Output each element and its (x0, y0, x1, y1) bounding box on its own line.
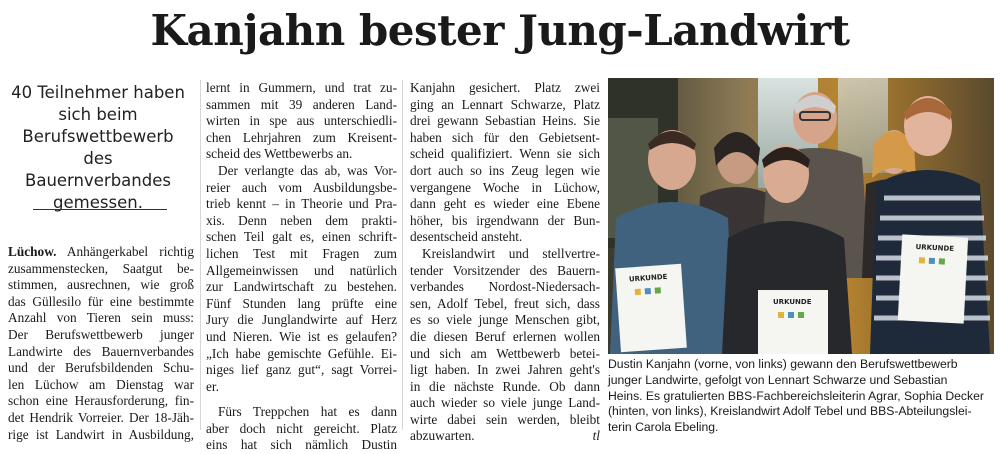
text-line: es so viele junge Menschen gibt, (410, 312, 600, 328)
text-line: trieb kennt – in Theorie und Pra- (206, 196, 397, 212)
text-line: und der Berufsbildenden Schu- (8, 360, 194, 376)
teaser-line: Berufswettbewerb des (22, 127, 174, 168)
text-line: höher, bis irgendwann der Bun- (410, 212, 600, 228)
text-line: Kanjahn gesichert. Platz zwei (410, 80, 600, 95)
column-separator (402, 80, 403, 430)
text-line: lichen Test mit Fragen zum (206, 245, 397, 261)
text-line: rige ist Landwirt in Ausbildung, (8, 426, 194, 442)
text-line: tender Vorsitzender des Bauern- (410, 262, 600, 278)
text-line: det Hendrik Vorreier. Der 18-Jäh- (8, 409, 194, 425)
teaser-divider (33, 209, 167, 210)
text-line: die diesen Beruf erlernen wollen (410, 328, 600, 344)
text-line: chen Lehrjahren zum Kreisent- (206, 129, 397, 145)
text-line: zusammenstecken, Saatgut be- (8, 260, 194, 276)
text-line: aber doch nicht gereicht. Platz (206, 420, 397, 436)
text-line: dann geht es wieder eine Ebene (410, 196, 600, 212)
text-line: sammen mit 39 anderen Land- (206, 96, 397, 112)
text-line: schen Teil galt es, einen schrift- (206, 229, 397, 245)
text-line: in die nächste Runde. Ob dann (410, 378, 600, 394)
column-separator (200, 80, 201, 430)
text-line: Der Berufswettbewerb junger (8, 326, 194, 342)
certificate-right (898, 234, 968, 323)
certificate-center (758, 290, 828, 354)
caption-line: (hinten, von links), Kreislandwirt Adolf Tebel und BBS-Abteilungslei- (608, 404, 972, 419)
article-column-2 (206, 80, 397, 454)
text-line: scheid qualifiziert. Wenn sie sich (410, 146, 600, 162)
text-line: xis. Denn neben dem prakti- (206, 212, 397, 228)
text-line: Fürs Treppchen hat es dann (218, 404, 397, 420)
text-line: haben sich für den Gebietsent- (410, 129, 600, 145)
caption-line: Dustin Kanjahn (vorne, von links) gewann den Berufswettbewerb (608, 357, 958, 371)
text-line: reier auch vom Ausbildungsbe- (206, 179, 397, 195)
text-line: auch wieder so viele junge Land- (410, 395, 600, 411)
teaser-line: Bauernverbandes (25, 171, 171, 190)
text-line: er. (206, 378, 219, 394)
text-line: len Lüchow am Dienstag war (8, 376, 194, 392)
article-column-3 (410, 80, 600, 445)
text-line: Der verlangte das ab, was Vor- (218, 162, 397, 178)
teaser-line: gemessen. (53, 193, 143, 212)
text-line: und sich am Wettbewerb betei- (410, 345, 600, 361)
text-line: lernt in Gummern, und trat zu- (206, 80, 397, 95)
text-line: Fünf Stunden lang prüfte eine (206, 295, 397, 311)
text-line: Landwirte des Bauernverbandes (8, 343, 194, 359)
text-line: zur Landwirtschaft zu bestehen. (206, 279, 397, 295)
certificate-label: URKUNDE (628, 272, 668, 284)
article-photo (608, 78, 994, 354)
dateline: Lüchow. (8, 244, 57, 259)
text-line: dort auch so ins Zeug legen wie (410, 162, 600, 178)
text-line: wirten in spe aus unterschiedli- (206, 113, 397, 129)
text-line: scheid des Wettbewerbs an. (206, 146, 353, 162)
text-line: verbandes Nordost-Niedersach- (410, 279, 600, 295)
photo-caption (608, 357, 994, 436)
text-line: ligt haben. In zwei Jahren geht's (410, 362, 600, 378)
text-line: sen, Adolf Tebel, freut sich, dass (410, 295, 600, 311)
text-line: und Nieren. Wie ist es gelaufen? (206, 328, 397, 344)
text-line: Anhängerkabel richtig (56, 244, 194, 259)
caption-line: junger Landwirte, gefolgt von Lennart Schwarze und Sebastian (608, 372, 948, 387)
text-line: drei gewann Sebastian Heins. Sie (410, 113, 600, 129)
text-line: niges lief ganz gut“, sagt Vorrei- (206, 362, 397, 378)
caption-line: Heins. Es gratulierten BBS-Fachbereichsleiterin Agrar, Sophia Decker (608, 388, 984, 403)
text-line: Kreislandwirt und stellvertre- (422, 245, 600, 261)
caption-line: terin Carola Ebeling. (608, 420, 719, 435)
headline: Kanjahn bester Jung-Landwirt (150, 6, 850, 55)
text-line: das Güllesilo für eine bestimmte (8, 293, 194, 309)
text-line: stimmen, ausrechnen, wie groß (8, 277, 194, 293)
certificate-left (615, 264, 687, 352)
text-line: abzuwarten. (410, 428, 475, 444)
text-line: „Ich habe gemischte Gefühle. Ei- (206, 345, 397, 361)
author-signature: tl (592, 428, 600, 444)
teaser-line: sich beim (58, 105, 138, 124)
teaser-line: 40 Teilnehmer haben (11, 83, 185, 102)
text-line: Allgemeinwissen und natürlich (206, 262, 397, 278)
text-line: desentscheid ansteht. (410, 229, 523, 245)
text-line: wirte dabei sein werden, bleibt (410, 411, 600, 427)
text-line: schon eine Herausforderung, fin- (8, 393, 194, 409)
text-line: Anzahl von Tieren sein muss: (8, 310, 194, 326)
certificate-label: URKUNDE (915, 243, 955, 254)
text-line: vergangene Woche in Lüchow, (410, 179, 600, 195)
group-photo (608, 78, 994, 354)
text-line: ging an Lennart Schwarze, Platz (410, 96, 600, 112)
article-column-1 (8, 244, 194, 443)
certificate-label: URKUNDE (773, 298, 812, 306)
text-line: Jury die Junglandwirte auf Herz (206, 312, 397, 328)
text-line: eins hat sich nämlich Dustin (206, 437, 397, 453)
teaser (6, 82, 190, 214)
